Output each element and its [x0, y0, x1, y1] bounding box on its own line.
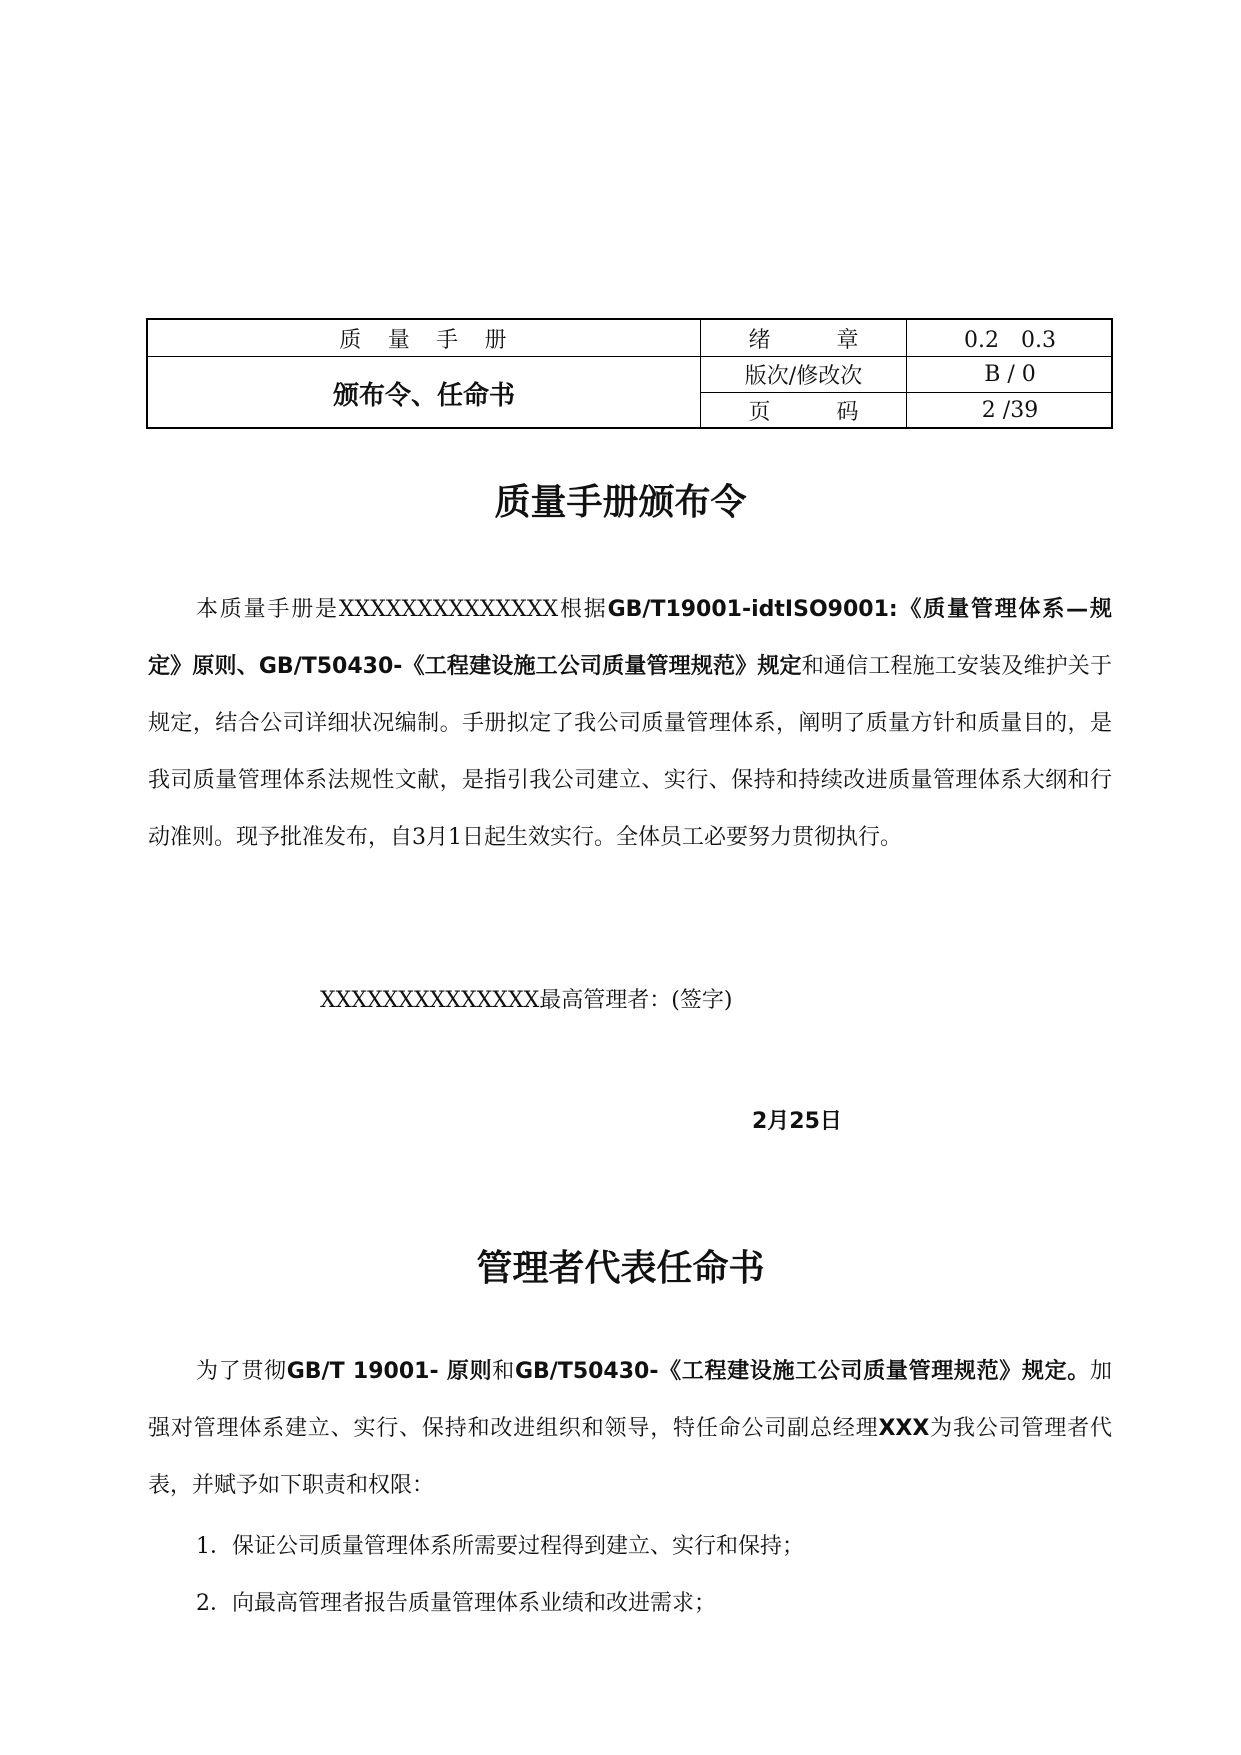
page-label: 页 码	[748, 400, 859, 425]
revision-label: 版次/修改次	[744, 364, 863, 389]
chapter-value: 0.2 0.3	[964, 327, 1056, 353]
standard-reference: GB/T19001-idtISO9001:《质量管理体系—规定》原则、GB/T50430-《工程建设施工公司质量管理规范》规定	[148, 597, 1112, 679]
standard-reference: GB/T50430-《工程建设施工公司质量管理规范》规定。	[514, 1359, 1090, 1384]
appointment-body	[148, 1343, 1112, 1514]
appointment-paragraph	[148, 1343, 1112, 1514]
duty-item-2: 2．向最高管理者报告质量管理体系业绩和改进需求；	[196, 1591, 716, 1616]
standard-reference: GB/T 19001- 原则	[286, 1359, 493, 1384]
paragraph-text: 为我公司管理者代表，并赋予如下职责和权限：	[148, 1416, 1112, 1498]
paragraph-text: 为了贯彻	[196, 1359, 287, 1384]
revision-value: B / 0	[984, 362, 1036, 387]
promulgation-body	[148, 581, 1112, 866]
paragraph-text: 加强对管理体系建立、实行、保持和改进组织和领导，特任命公司副总经理	[148, 1359, 1112, 1441]
header-table	[146, 318, 1113, 429]
paragraph-text: 和	[492, 1359, 515, 1384]
appointment-title: 管理者代表任命书	[476, 1248, 765, 1289]
paragraph-text: 和通信工程施工安装及维护关于规定，结合公司详细状况编制。手册拟定了我公司质量管理体系，阐明了质量方针和质量目的，是我司质量管理体系法规性文献，是指引我公司建立、实行、保持和持续改进质量管理体系大纲和行动准则。现予批准发布，自3月1日起生效实行。全体员工必要努力贯彻执行。	[148, 654, 1112, 850]
paragraph-text: 本质量手册是XXXXXXXXXXXXXX根据	[196, 597, 608, 622]
signature-line: XXXXXXXXXXXXXX最高管理者：(签字)	[320, 988, 733, 1013]
duty-item-1: 1．保证公司质量管理体系所需要过程得到建立、实行和保持；	[196, 1534, 804, 1559]
promulgation-paragraph	[148, 581, 1112, 866]
promulgation-title: 质量手册颁布令	[494, 482, 747, 523]
document-section-cell: 颁布令、任命书	[332, 380, 515, 411]
appointee-name: XXX	[878, 1416, 930, 1441]
page-number-value: 2 /39	[981, 398, 1039, 423]
issue-date: 2月25日	[752, 1109, 842, 1134]
manual-name-cell: 质 量 手 册	[339, 327, 509, 353]
chapter-label: 绪 章	[748, 327, 859, 353]
